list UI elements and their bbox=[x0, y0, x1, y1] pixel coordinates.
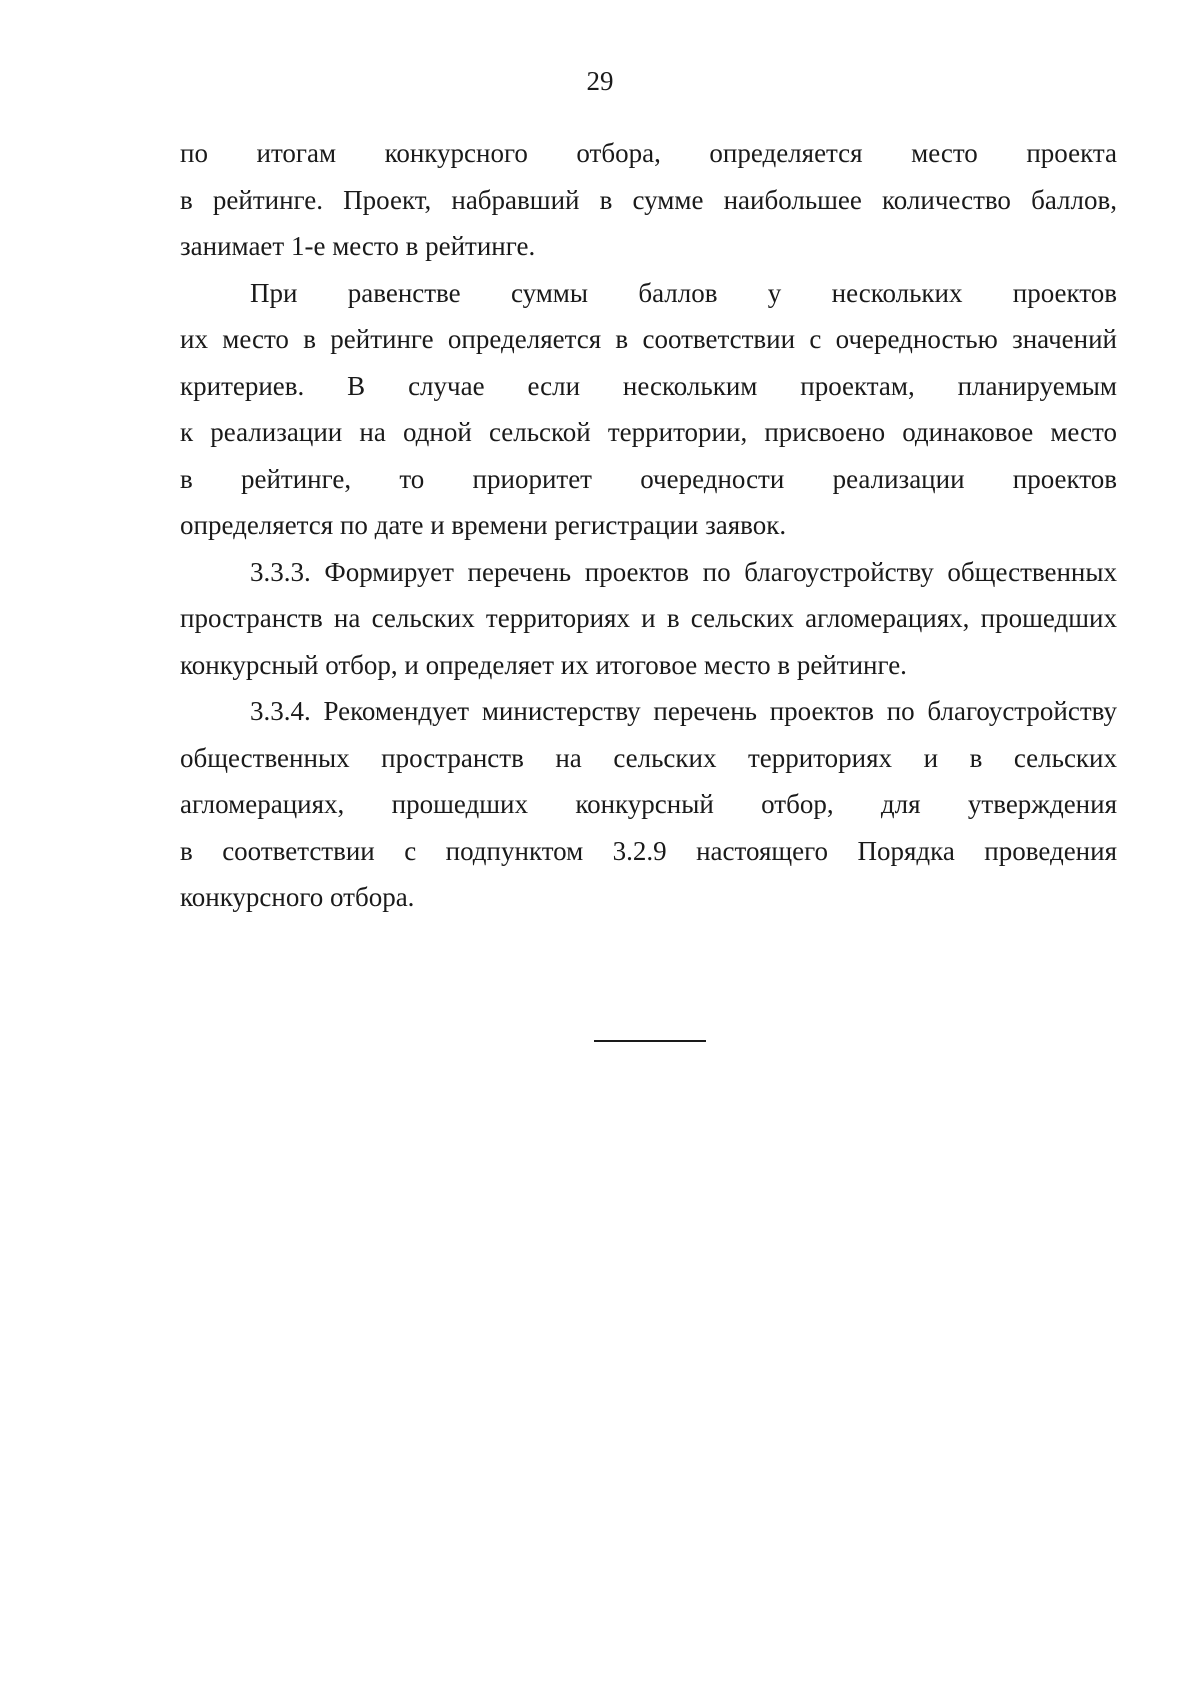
text-line: определяется по дате и времени регистрации заявок. bbox=[180, 510, 787, 540]
text-line: в рейтинге, то приоритет очередности реализации проектов bbox=[180, 463, 1117, 494]
text-line: пространств на сельских территориях и в сельских агломерациях, прошедших bbox=[180, 603, 1117, 633]
paragraph-3-3-4 bbox=[180, 688, 1117, 921]
text-line: критериев. В случае если нескольким проектам, планируемым bbox=[180, 370, 1117, 401]
text-line: их место в рейтинге определяется в соответствии с очередностью значений bbox=[180, 324, 1117, 354]
paragraph-rating-order bbox=[180, 130, 1117, 270]
text-line: к реализации на одной сельской территории, присвоено одинаковое место bbox=[180, 417, 1117, 447]
text-line: конкурсный отбор, и определяет их итоговое место в рейтинге. bbox=[180, 649, 907, 680]
text-line: занимает 1-е место в рейтинге. bbox=[180, 231, 536, 261]
page-number: 29 bbox=[586, 66, 614, 96]
text-line: 3.3.3. Формирует перечень проектов по благоустройству общественных bbox=[250, 556, 1117, 587]
paragraph-equal-scores bbox=[180, 270, 1117, 549]
text-line: в соответствии с подпунктом 3.2.9 настоящего Порядка проведения bbox=[180, 835, 1117, 866]
text-line: общественных пространств на сельских территориях и в сельских bbox=[180, 742, 1117, 773]
closing-rule-divider bbox=[594, 1040, 706, 1042]
text-line: 3.3.4. Рекомендует министерству перечень проектов по благоустройству bbox=[250, 696, 1117, 726]
document-body bbox=[180, 130, 1117, 921]
text-line: агломерациях, прошедших конкурсный отбор, для утверждения bbox=[180, 789, 1117, 819]
text-line: При равенстве суммы баллов у нескольких проектов bbox=[250, 277, 1117, 308]
text-line: конкурсного отбора. bbox=[180, 882, 415, 912]
text-line: в рейтинге. Проект, набравший в сумме наибольшее количество баллов, bbox=[180, 184, 1117, 215]
paragraph-3-3-3 bbox=[180, 549, 1117, 689]
text-line: по итогам конкурсного отбора, определяется место проекта bbox=[180, 138, 1117, 168]
